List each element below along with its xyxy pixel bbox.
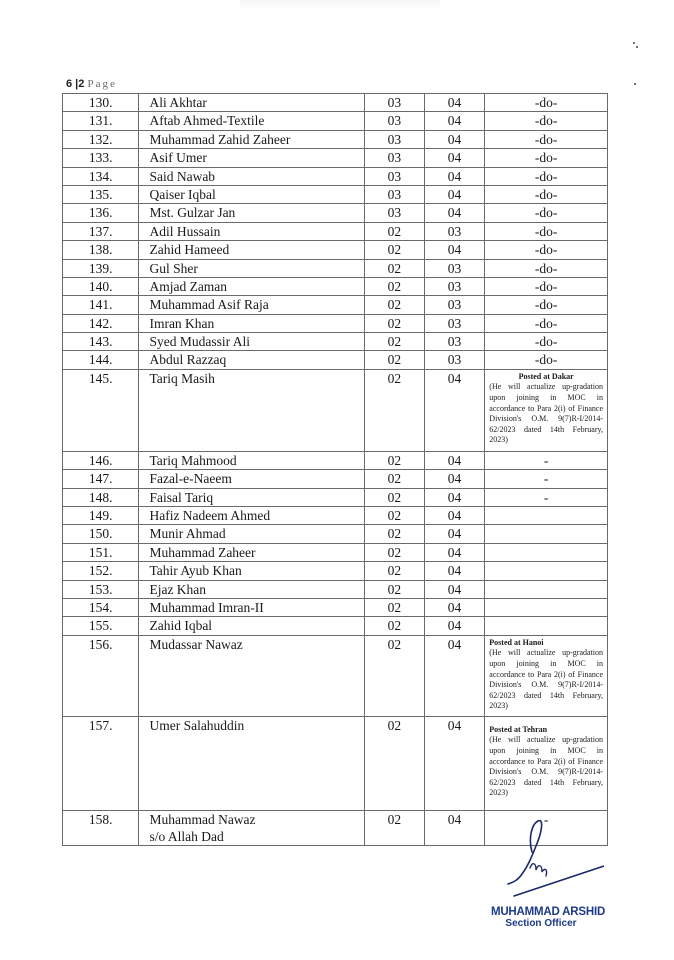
name-cell: [139, 507, 365, 525]
current-bps-cell: 02: [365, 810, 425, 845]
serial-number-cell: 142.: [63, 314, 139, 332]
upgraded-bps-cell: 04: [424, 716, 485, 810]
remarks-cell: [485, 635, 608, 716]
remarks-cell: [485, 598, 608, 616]
serial-number-cell: 136.: [63, 204, 139, 222]
posting-title: Posted at Dakar: [518, 371, 574, 381]
table-row: [63, 562, 608, 580]
employee-name: Zahid Hameed: [149, 242, 230, 258]
name-cell: [139, 112, 365, 130]
employee-name: Said Nawab: [149, 168, 216, 184]
current-bps-cell: 02: [365, 617, 425, 635]
serial-number-cell: 146.: [63, 451, 139, 469]
table-row: [63, 112, 608, 130]
employee-name: Amjad Zaman: [149, 278, 228, 294]
current-bps-cell: 03: [365, 130, 425, 148]
upgraded-bps-cell: 04: [424, 204, 485, 222]
upgraded-bps-cell: 04: [424, 635, 485, 716]
current-bps-cell: 02: [365, 598, 425, 616]
upgraded-bps-cell: 04: [424, 369, 485, 451]
employee-name: Aftab Ahmed-Textile: [149, 113, 265, 129]
current-bps-cell: 02: [365, 716, 425, 810]
employee-name: Qaiser Iqbal: [149, 186, 216, 202]
serial-number-cell: 135.: [63, 185, 139, 203]
remarks-cell: -do-: [485, 259, 608, 277]
remarks-cell: [485, 562, 608, 580]
serial-number-cell: 132.: [63, 130, 139, 148]
serial-number-cell: 140.: [63, 277, 139, 295]
table-row: [63, 369, 608, 451]
employee-parentage: s/o Allah Dad: [149, 828, 224, 844]
remarks-cell: -: [485, 488, 608, 506]
current-bps-cell: 02: [365, 507, 425, 525]
remarks-cell: -: [485, 470, 608, 488]
serial-number-cell: 133.: [63, 149, 139, 167]
remarks-cell: -: [485, 810, 608, 845]
serial-number-cell: 131.: [63, 112, 139, 130]
name-cell: [139, 314, 365, 332]
employee-name: Muhammad Zahid Zaheer: [149, 131, 291, 147]
name-cell: [139, 598, 365, 616]
name-cell: [139, 716, 365, 810]
name-cell: [139, 525, 365, 543]
current-bps-cell: 02: [365, 580, 425, 598]
name-cell: [139, 130, 365, 148]
table-row: [63, 543, 608, 561]
name-cell: [139, 543, 365, 561]
upgraded-bps-cell: 04: [424, 112, 485, 130]
remarks-cell: -do-: [485, 185, 608, 203]
serial-number-cell: 130.: [63, 94, 139, 112]
name-cell: [139, 167, 365, 185]
employee-name: Gul Sher: [149, 260, 198, 276]
current-bps-cell: 02: [365, 241, 425, 259]
employee-name: Munir Ahmad: [149, 526, 226, 542]
table-row: [63, 580, 608, 598]
table-row: [63, 525, 608, 543]
name-cell: [139, 369, 365, 451]
table-row: [63, 167, 608, 185]
name-cell: [139, 333, 365, 351]
remarks-cell: -do-: [485, 222, 608, 240]
remarks-cell: -do-: [485, 167, 608, 185]
signature-icon: [470, 818, 620, 898]
page-number-label: 6 |: [66, 78, 79, 90]
employee-name: Fazal-e-Naeem: [149, 471, 232, 487]
table-row: [63, 333, 608, 351]
name-cell: [139, 580, 365, 598]
employee-name: Mudassar Nawaz: [149, 636, 243, 652]
name-cell: [139, 204, 365, 222]
remarks-cell: -do-: [485, 277, 608, 295]
upgraded-bps-cell: 04: [424, 562, 485, 580]
current-bps-cell: 02: [365, 296, 425, 314]
serial-number-cell: 150.: [63, 525, 139, 543]
posting-title: Posted at Hanoi: [489, 637, 544, 647]
remarks-cell: [485, 716, 608, 810]
serial-number-cell: 137.: [63, 222, 139, 240]
upgraded-bps-cell: 04: [424, 543, 485, 561]
table-row: [63, 488, 608, 506]
serial-number-cell: 152.: [63, 562, 139, 580]
name-cell: [139, 617, 365, 635]
name-cell: [139, 94, 365, 112]
current-bps-cell: 02: [365, 543, 425, 561]
employee-name: Muhammad Nawaz: [149, 811, 256, 827]
current-bps-cell: 02: [365, 369, 425, 451]
current-bps-cell: 03: [365, 112, 425, 130]
current-bps-cell: 02: [365, 525, 425, 543]
table-row: [63, 617, 608, 635]
posting-detail: (He will actualize up-gradation upon joining in MOC in accordance to Para 2(i) of Finance Division's O.M. 9(7)R-I/2014-62/2023 dated 14th February, 2023): [489, 735, 603, 798]
current-bps-cell: 02: [365, 351, 425, 369]
page-word: Page: [87, 78, 117, 90]
current-bps-cell: 03: [365, 204, 425, 222]
employee-name: Muhammad Zaheer: [149, 544, 256, 560]
remarks-cell: -do-: [485, 351, 608, 369]
employee-name: Syed Mudassir Ali: [149, 334, 250, 350]
table-row: [63, 222, 608, 240]
current-bps-cell: 02: [365, 259, 425, 277]
serial-number-cell: 134.: [63, 167, 139, 185]
remarks-cell: -do-: [485, 94, 608, 112]
name-cell: [139, 277, 365, 295]
serial-number-cell: 138.: [63, 241, 139, 259]
current-bps-cell: 02: [365, 562, 425, 580]
current-bps-cell: 03: [365, 185, 425, 203]
current-bps-cell: 03: [365, 167, 425, 185]
posting-detail: (He will actualize up-gradation upon joining in MOC in accordance to Para 2(i) of Finance Division's O.M. 9(7)R-I/2014-62/2023 dated 14th February, 2023): [489, 648, 603, 711]
employee-name: Mst. Gulzar Jan: [149, 205, 236, 221]
remarks-cell: -do-: [485, 149, 608, 167]
table-row: [63, 716, 608, 810]
serial-number-cell: 143.: [63, 333, 139, 351]
table-row: [63, 598, 608, 616]
remarks-cell: [485, 580, 608, 598]
signatory-block: [478, 906, 618, 930]
current-bps-cell: 03: [365, 149, 425, 167]
employee-name: Tariq Masih: [149, 370, 215, 386]
upgraded-bps-cell: 03: [424, 222, 485, 240]
upgraded-bps-cell: 03: [424, 351, 485, 369]
table-row: [63, 451, 608, 469]
current-bps-cell: 02: [365, 333, 425, 351]
name-cell: [139, 296, 365, 314]
employee-name: Asif Umer: [149, 150, 207, 166]
signatory-designation: Section Officer: [505, 918, 577, 929]
serial-number-cell: 145.: [63, 369, 139, 451]
employee-name: Tahir Ayub Khan: [149, 563, 242, 579]
upgraded-bps-cell: 04: [424, 241, 485, 259]
employee-name: Hafiz Nadeem Ahmed: [149, 508, 271, 524]
employee-name: Adil Hussain: [149, 223, 221, 239]
employee-name: Muhammad Asif Raja: [149, 297, 269, 313]
posting-title: Posted at Tehran: [489, 724, 548, 734]
upgraded-bps-cell: 03: [424, 259, 485, 277]
upgraded-bps-cell: 03: [424, 296, 485, 314]
current-bps-cell: 02: [365, 314, 425, 332]
remarks-cell: -do-: [485, 112, 608, 130]
page-number: [66, 78, 117, 90]
table-row: [63, 204, 608, 222]
scan-speck: [633, 42, 635, 44]
table-row: [63, 296, 608, 314]
name-cell: [139, 470, 365, 488]
table-row: [63, 130, 608, 148]
upgraded-bps-cell: 04: [424, 507, 485, 525]
remarks-cell: -do-: [485, 241, 608, 259]
remarks-cell: [485, 507, 608, 525]
serial-number-cell: 156.: [63, 635, 139, 716]
employee-name: Ejaz Khan: [149, 581, 207, 597]
page-number-value: 2: [78, 78, 85, 90]
table-row: [63, 277, 608, 295]
serial-number-cell: 149.: [63, 507, 139, 525]
scan-speck: [634, 83, 636, 85]
name-cell: [139, 351, 365, 369]
table-row: [63, 94, 608, 112]
serial-number-cell: 158.: [63, 810, 139, 845]
current-bps-cell: 02: [365, 451, 425, 469]
serial-number-cell: 144.: [63, 351, 139, 369]
serial-number-cell: 157.: [63, 716, 139, 810]
current-bps-cell: 02: [365, 635, 425, 716]
table-row: [63, 259, 608, 277]
scan-speck: [636, 46, 638, 48]
current-bps-cell: 02: [365, 222, 425, 240]
serial-number-cell: 154.: [63, 598, 139, 616]
employee-name: Zahid Iqbal: [149, 618, 213, 634]
name-cell: [139, 185, 365, 203]
employee-name: Muhammad Imran-II: [149, 599, 264, 615]
remarks-cell: [485, 617, 608, 635]
upgraded-bps-cell: 04: [424, 598, 485, 616]
upgradation-table: [62, 93, 608, 846]
remarks-cell: -do-: [485, 314, 608, 332]
table-row: [63, 635, 608, 716]
employee-name: Faisal Tariq: [149, 489, 214, 505]
remarks-cell: [485, 369, 608, 451]
serial-number-cell: 148.: [63, 488, 139, 506]
current-bps-cell: 02: [365, 277, 425, 295]
serial-number-cell: 139.: [63, 259, 139, 277]
upgraded-bps-cell: 04: [424, 470, 485, 488]
upgraded-bps-cell: 04: [424, 617, 485, 635]
posting-note: [485, 636, 607, 714]
upgraded-bps-cell: 03: [424, 333, 485, 351]
name-cell: [139, 259, 365, 277]
remarks-cell: -do-: [485, 333, 608, 351]
upgraded-bps-cell: 03: [424, 277, 485, 295]
employee-name: Tariq Mahmood: [149, 452, 237, 468]
upgraded-bps-cell: 03: [424, 314, 485, 332]
upgraded-bps-cell: 04: [424, 488, 485, 506]
table-row: [63, 185, 608, 203]
employee-name: Imran Khan: [149, 315, 215, 331]
employee-name: Umer Salahuddin: [149, 717, 245, 733]
table-row: [63, 351, 608, 369]
remarks-cell: [485, 543, 608, 561]
posting-note: [485, 370, 607, 448]
table-row: [63, 241, 608, 259]
table-body: [63, 94, 608, 846]
table-row: [63, 507, 608, 525]
remarks-cell: -do-: [485, 296, 608, 314]
serial-number-cell: 147.: [63, 470, 139, 488]
current-bps-cell: 02: [365, 470, 425, 488]
remarks-cell: [485, 525, 608, 543]
name-cell: [139, 451, 365, 469]
upgraded-bps-cell: 04: [424, 580, 485, 598]
name-cell: [139, 635, 365, 716]
name-cell: [139, 222, 365, 240]
posting-note: [485, 717, 607, 801]
remarks-cell: -do-: [485, 204, 608, 222]
serial-number-cell: 151.: [63, 543, 139, 561]
upgraded-bps-cell: 04: [424, 810, 485, 845]
remarks-cell: -do-: [485, 130, 608, 148]
name-cell: [139, 241, 365, 259]
serial-number-cell: 153.: [63, 580, 139, 598]
upgraded-bps-cell: 04: [424, 451, 485, 469]
upgraded-bps-cell: 04: [424, 185, 485, 203]
name-cell: [139, 810, 365, 845]
current-bps-cell: 02: [365, 488, 425, 506]
signatory-name: MUHAMMAD ARSHID: [490, 906, 606, 918]
name-cell: [139, 488, 365, 506]
upgraded-bps-cell: 04: [424, 130, 485, 148]
serial-number-cell: 155.: [63, 617, 139, 635]
name-cell: [139, 562, 365, 580]
posting-detail: (He will actualize up-gradation upon joining in MOC in accordance to Para 2(i) of Finance Division's O.M. 9(7)R-I/2014-62/2023 dated 14th February, 2023): [489, 382, 603, 445]
upgraded-bps-cell: 04: [424, 149, 485, 167]
scan-artifact: [240, 0, 440, 10]
employee-name: Ali Akhtar: [149, 95, 207, 110]
current-bps-cell: 03: [365, 94, 425, 112]
name-cell: [139, 149, 365, 167]
table-row: [63, 314, 608, 332]
table-row: [63, 470, 608, 488]
upgraded-bps-cell: 04: [424, 167, 485, 185]
remarks-cell: -: [485, 451, 608, 469]
employee-name: Abdul Razzaq: [149, 352, 227, 368]
upgraded-bps-cell: 04: [424, 94, 485, 112]
table-row: [63, 149, 608, 167]
serial-number-cell: 141.: [63, 296, 139, 314]
upgraded-bps-cell: 04: [424, 525, 485, 543]
